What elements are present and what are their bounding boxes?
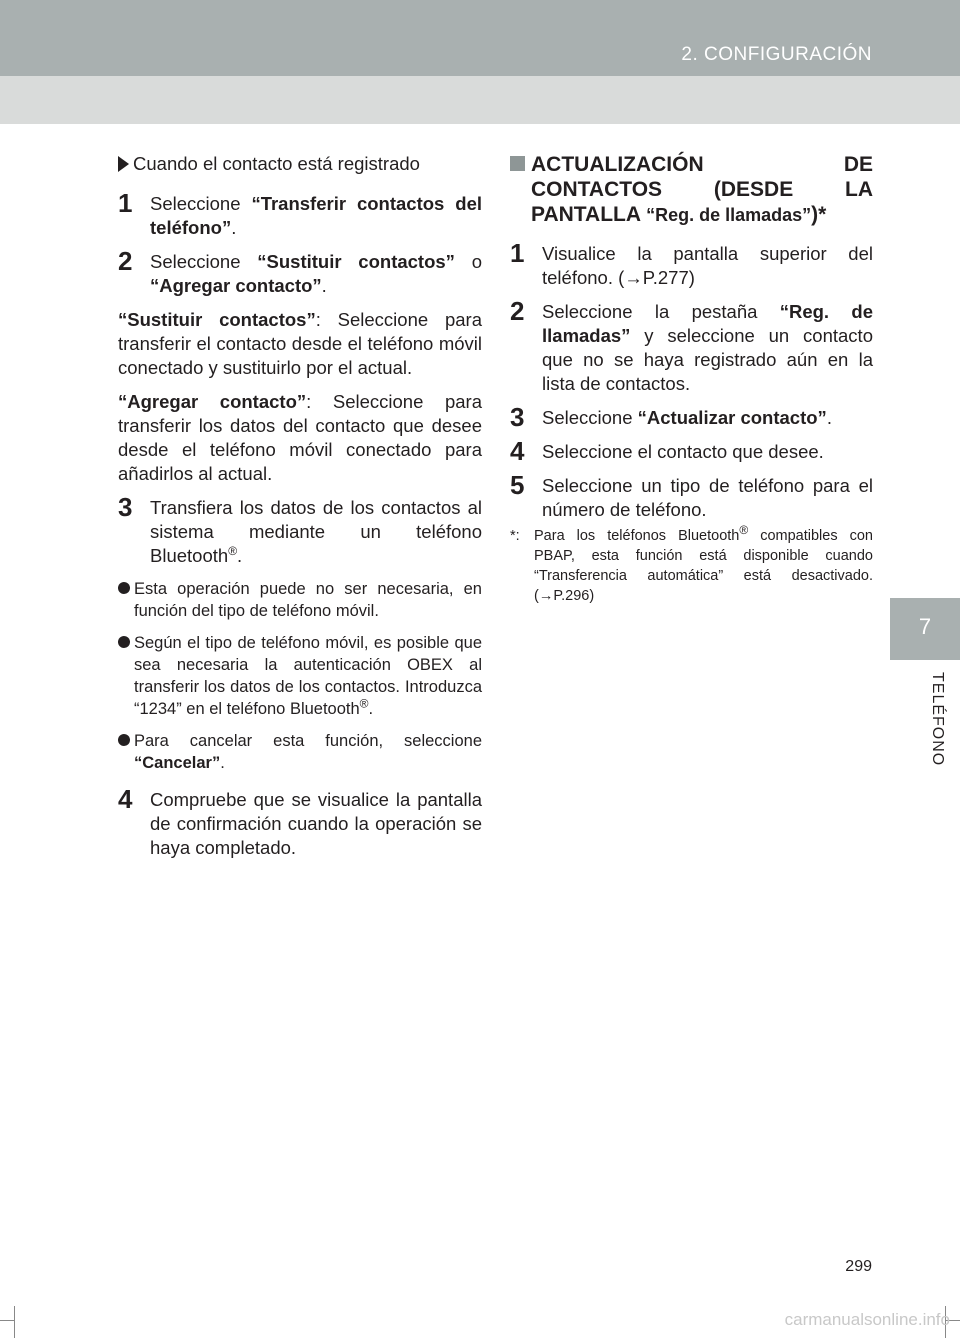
step-text: Transfiera los datos de los contactos al sistema mediante un teléfono Bluetooth®.	[150, 497, 482, 566]
step-5	[510, 470, 873, 522]
option-description-replace: “Sustituir contactos”: Seleccione para transferir el contacto desde el teléfono móvil conectado y sustituirlo por el actual.	[118, 309, 482, 378]
condition-heading	[118, 152, 482, 176]
step-text: Seleccione “Transferir contactos del teléfono”.	[150, 193, 482, 238]
step-number: 5	[510, 470, 525, 500]
step-text: Seleccione “Actualizar contacto”.	[542, 407, 832, 428]
section-title: 2. CONFIGURACIÓN	[681, 44, 872, 65]
step-number: 2	[510, 296, 525, 326]
subsection-heading: ACTUALIZACIÓN DE CONTACTOS (DESDE LA PANTALLA “Reg. de llamadas”)*	[510, 152, 873, 228]
step-text: Seleccione el contacto que desee.	[542, 441, 824, 462]
step-text: Visualice la pantalla superior del teléfono. (→P.277)	[542, 243, 873, 288]
condition-text: Cuando el contacto está registrado	[133, 153, 420, 174]
step-2	[118, 246, 482, 298]
bullet-dot-icon	[118, 636, 130, 648]
crop-mark	[14, 1306, 15, 1338]
bullet-dot-icon	[118, 582, 130, 594]
left-column	[118, 152, 482, 870]
step-1	[118, 188, 482, 240]
step-text: Seleccione un tipo de teléfono para el número de teléfono.	[542, 475, 873, 520]
watermark: carmanualsonline.info	[784, 1310, 950, 1329]
step-number: 4	[510, 436, 525, 466]
right-column	[510, 152, 873, 606]
bullet-dot-icon	[118, 734, 130, 746]
page-number: 299	[845, 1258, 872, 1275]
step-3	[118, 492, 482, 568]
footnote	[510, 523, 873, 606]
step-text: Compruebe que se visualice la pantalla de confirmación cuando la operación se haya completado.	[150, 789, 482, 858]
header-subbar	[0, 76, 960, 124]
step-number: 4	[118, 784, 133, 814]
step-number: 1	[118, 188, 133, 218]
step-4	[118, 784, 482, 860]
bullet-item: Según el tipo de teléfono móvil, es posible que sea necesaria la autenticación OBEX al transferir los datos de los contactos. Introduzca “1234” en el teléfono Bluetooth®.	[118, 632, 482, 720]
step-1	[510, 238, 873, 290]
bullet-item: Esta operación puede no ser necesaria, en función del tipo de teléfono móvil.	[118, 578, 482, 622]
step-number: 2	[118, 246, 133, 276]
step-text: Seleccione la pestaña “Reg. de llamadas” y seleccione un contacto que no se haya registrado aún en la lista de contactos.	[542, 301, 873, 394]
step-number: 1	[510, 238, 525, 268]
step-2	[510, 296, 873, 396]
step-number: 3	[510, 402, 525, 432]
triangle-arrow-icon	[118, 156, 129, 172]
step-3	[510, 402, 873, 432]
step-number: 3	[118, 492, 133, 522]
chapter-tab	[890, 598, 960, 660]
footnote-text: Para los teléfonos Bluetooth® compatibles con PBAP, esta función está disponible cuando “Transferencia automática” está desactivado. (→P.296)	[534, 523, 873, 604]
chapter-label: TELÉFONO	[929, 672, 946, 767]
option-description-add: “Agregar contacto”: Seleccione para transferir los datos del contacto que desee desde el teléfono móvil conectado para añadirlos al actual.	[118, 391, 483, 484]
step-4	[510, 436, 873, 466]
footnote-mark: *:	[510, 528, 520, 544]
chapter-number: 7	[918, 614, 932, 639]
square-bullet-icon	[510, 156, 525, 171]
step-text: Seleccione “Sustituir contactos” o “Agregar contacto”.	[150, 251, 482, 296]
crop-mark	[0, 1320, 14, 1321]
bullet-item: Para cancelar esta función, seleccione “Cancelar”.	[118, 730, 482, 774]
